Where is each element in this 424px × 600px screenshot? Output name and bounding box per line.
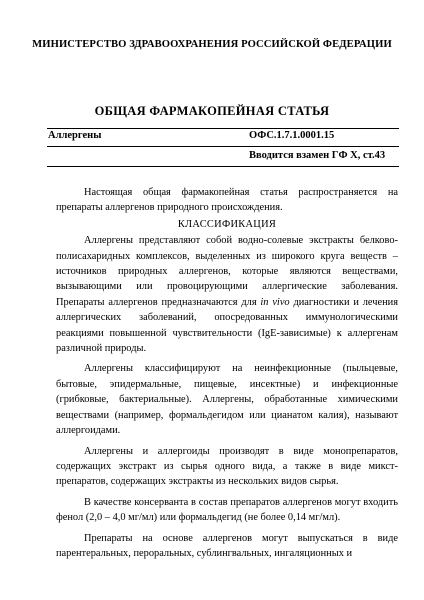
paragraph-forms: Препараты на основе аллергенов могут выпускаться в виде парентеральных, пероральных, сублингвальных, ингаляционных и (56, 532, 398, 559)
article-code: ОФС.1.7.1.0001.15 (249, 130, 335, 141)
section-heading: КЛАССИФИКАЦИЯ (177, 218, 277, 230)
paragraph-definition (56, 233, 398, 356)
ministry-heading: МИНИСТЕРСТВО ЗДРАВООХРАНЕНИЯ РОССИЙСКОЙ ФЕДЕРАЦИИ (32, 39, 392, 50)
replaces-note: Вводится взамен ГФ X, ст.43 (249, 150, 386, 161)
intro-paragraph: Настоящая общая фармакопейная статья распространяется на препараты аллергенов природного происхождения. (56, 187, 398, 214)
divider-middle (47, 146, 399, 147)
divider-top (47, 128, 399, 129)
paragraph-preservative: В качестве консерванта в состав препаратов аллергенов могут входить фенол (2,0 – 4,0 мг/мл) или формальдегид (не более 0,14 мг/мл). (56, 496, 398, 524)
divider-bottom (47, 166, 399, 167)
paragraph-production: Аллергены и аллергоиды производят в виде монопрепаратов, содержащих экстракт из сырья одного вида, а также в виде микст-препаратов, содержащих экстракты из нескольких видов сырья. (56, 445, 398, 488)
paragraph-definition-part2: диагностики и лечения аллергических заболеваний, опосредованных иммунологическими реакциями повышенной чувствительности (IgE-зависимые) к аллергенам различной природы. (56, 296, 398, 355)
article-name: Аллергены (48, 130, 102, 141)
document-title: ОБЩАЯ ФАРМАКОПЕЙНАЯ СТАТЬЯ (94, 104, 330, 118)
in-vivo-term: in vivo (260, 296, 290, 308)
paragraph-definition-part1: Аллергены представляют собой водно-солевые экстракты белково-полисахаридных комплексов, выделенных из широкого круга веществ – источников природных аллергенов, которые являются веществами, вызывающими или провоцирующими аллергические заболевания. Препараты аллергенов предназначаются для (56, 235, 398, 308)
article-body (56, 185, 398, 561)
paragraph-classification: Аллергены классифицируют на неинфекционные (пыльцевые, бытовые, эпидермальные, пищевые, инсектные) и инфекционные (грибковые, бактериальные). Аллергены, обработанные химическими веществами (например, формальдегидом или цианатом калия), называют аллергоидами. (56, 363, 398, 437)
